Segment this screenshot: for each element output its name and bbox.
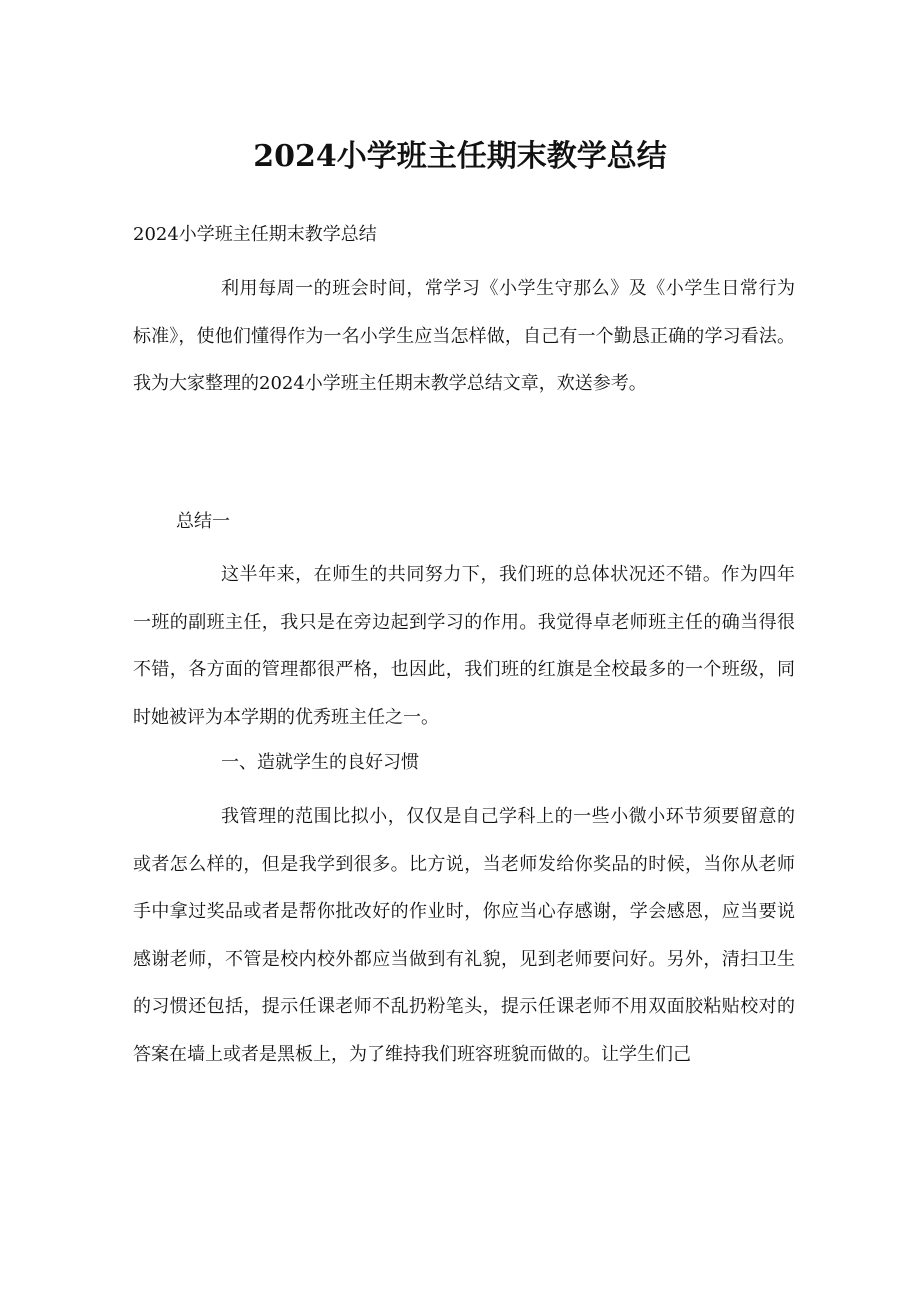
section-label: 总结一: [176, 511, 230, 532]
document-title: 2024小学班主任期末教学总结: [253, 139, 667, 174]
document-subtitle: 2024小学班主任期末教学总结: [133, 224, 377, 245]
summary-paragraph-1: 这半年来，在师生的共同努力下，我们班的总体状况还不错。作为四年一班的副班主任，我只是在旁边起到学习的作用。我觉得卓老师班主任的确当得很不错，各方面的管理都很严格，也因此，我们班的红旗是全校最多的一个班级，同时她被评为本学期的优秀班主任之一。: [133, 564, 795, 728]
intro-paragraph: 利用每周一的班会时间，常学习《小学生守那么》及《小学生日常行为标准》，使他们懂得作为一名小学生应当怎样做，自己有一个勤恳正确的学习看法。我为大家整理的2024小学班主任期末教学总结文章，欢送参考。: [133, 278, 795, 395]
summary-paragraph-2: 我管理的范围比拟小，仅仅是自己学科上的一些小微小环节须要留意的或者怎么样的，但是我学到很多。比方说，当老师发给你奖品的时候，当你从老师手中拿过奖品或者是帮你批改好的作业时，你应当心存感谢，学会感恩，应当要说感谢老师，不管是校内校外都应当做到有礼貌，见到老师要问好。另外，清扫卫生的习惯还包括，提示任课老师不乱扔粉笔头，提示任课老师不用双面胶粘贴校对的答案在墙上或者是黑板上，为了维持我们班容班貌而做的。让学生们己: [133, 806, 795, 1065]
section-heading-1: 一、造就学生的良好习惯: [221, 752, 419, 773]
